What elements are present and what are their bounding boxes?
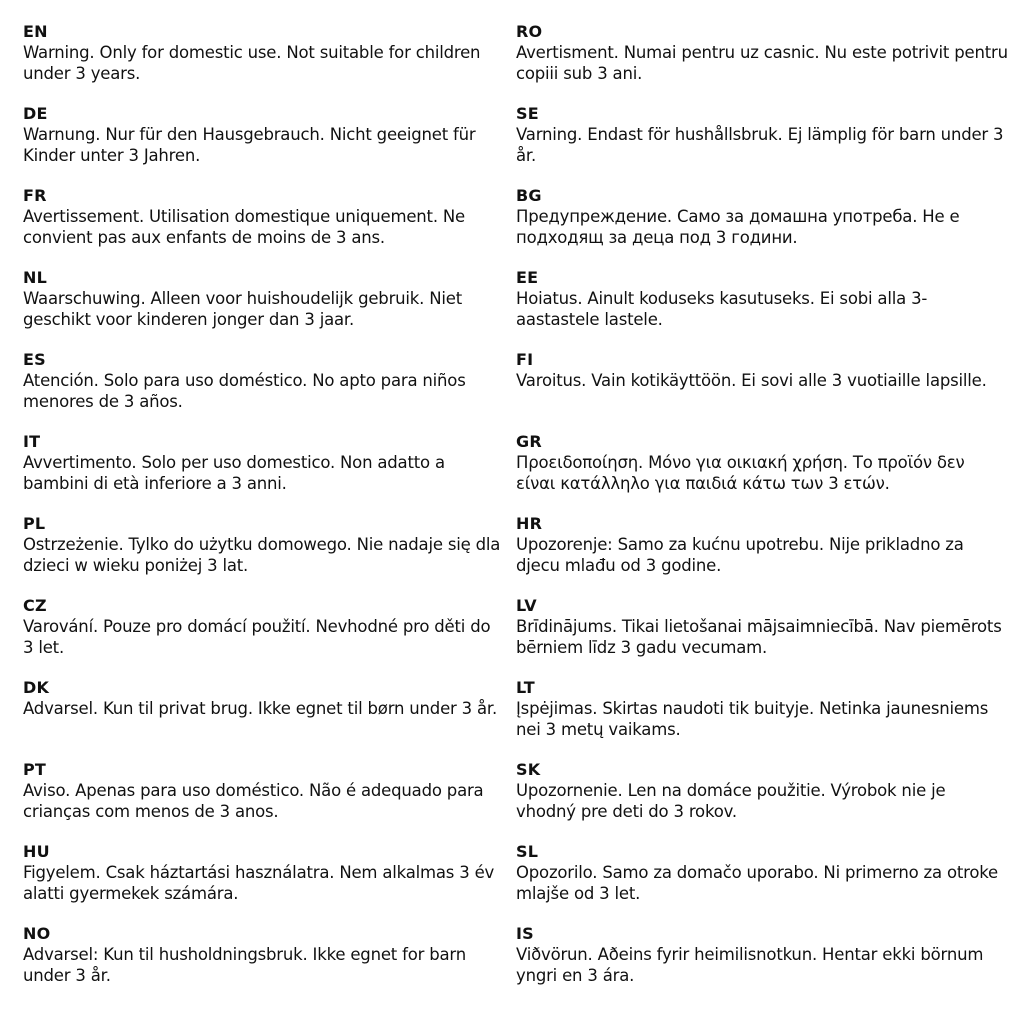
warning-text: Предупреждение. Само за домашна употреба. Не е подходящ за деца под 3 години. (516, 207, 960, 247)
warning-text: Upozornenie. Len na domáce použitie. Výrobok nie je vhodný pre deti do 3 rokov. (516, 781, 946, 821)
warning-text: Aviso. Apenas para uso doméstico. Não é adequado para crianças com menos de 3 anos. (23, 781, 484, 821)
warning-entry (23, 22, 503, 104)
language-code: IT (23, 432, 41, 451)
language-code: LT (516, 678, 535, 697)
language-code: PL (23, 514, 46, 533)
warning-text: Ostrzeżenie. Tylko do użytku domowego. Nie nadaje się dla dzieci w wieku poniżej 3 lat. (23, 535, 501, 575)
language-code: FI (516, 350, 534, 369)
language-code: NL (23, 268, 47, 287)
language-code: DK (23, 678, 50, 697)
language-code: PT (23, 760, 47, 779)
language-code: CZ (23, 596, 47, 615)
left-column (23, 22, 503, 1006)
language-code: EN (23, 22, 48, 41)
warning-entry (516, 22, 1008, 104)
language-code: EE (516, 268, 539, 287)
language-code: SL (516, 842, 539, 861)
warning-text: Upozorenje: Samo za kućnu upotrebu. Nije prikladno za djecu mlađu od 3 godine. (516, 535, 964, 575)
warning-entry (516, 186, 1008, 268)
warning-entry (23, 268, 503, 350)
language-code: BG (516, 186, 542, 205)
language-code: ES (23, 350, 46, 369)
warning-text: Opozorilo. Samo za domačo uporabo. Ni primerno za otroke mlajše od 3 let. (516, 863, 998, 903)
language-code: NO (23, 924, 51, 943)
warning-entry (516, 432, 1008, 514)
warning-entry (23, 760, 503, 842)
right-column (516, 22, 1008, 1006)
warning-text: Avvertimento. Solo per uso domestico. Non adatto a bambini di età inferiore a 3 anni. (23, 453, 445, 493)
warning-entry (23, 678, 503, 760)
warning-entry (23, 432, 503, 514)
warning-entry (23, 924, 503, 1006)
warning-entry (516, 924, 1008, 1006)
warning-entry (23, 186, 503, 268)
warning-entry (23, 350, 503, 432)
language-code: SK (516, 760, 541, 779)
warning-text: Advarsel: Kun til husholdningsbruk. Ikke egnet for barn under 3 år. (23, 945, 466, 985)
language-code: HU (23, 842, 50, 861)
warning-text: Varning. Endast för hushållsbruk. Ej lämplig för barn under 3 år. (516, 125, 1004, 165)
warning-entry (516, 350, 1008, 432)
language-code: DE (23, 104, 48, 123)
warning-text: Atención. Solo para uso doméstico. No apto para niños menores de 3 años. (23, 371, 466, 411)
warning-text: Avertisment. Numai pentru uz casnic. Nu este potrivit pentru copiii sub 3 ani. (516, 43, 1008, 83)
warning-text: Įspėjimas. Skirtas naudoti tik buityje. Netinka jaunesniems nei 3 metų vaikams. (516, 699, 989, 739)
warning-text: Hoiatus. Ainult koduseks kasutuseks. Ei sobi alla 3-aastastele lastele. (516, 289, 928, 329)
warning-text: Προειδοποίηση. Μόνο για οικιακή χρήση. Το προϊόν δεν είναι κατάλληλο για παιδιά κάτω των 3 ετών. (516, 453, 965, 493)
warning-entry (23, 596, 503, 678)
warning-entry (516, 678, 1008, 760)
language-code: FR (23, 186, 47, 205)
language-code: SE (516, 104, 539, 123)
warning-entry (23, 514, 503, 596)
language-code: IS (516, 924, 534, 943)
warning-text: Advarsel. Kun til privat brug. Ikke egnet til børn under 3 år. (23, 699, 498, 718)
warning-text: Figyelem. Csak háztartási használatra. Nem alkalmas 3 év alatti gyermekek számára. (23, 863, 495, 903)
warning-entry (516, 596, 1008, 678)
warning-text: Varování. Pouze pro domácí použití. Nevhodné pro děti do 3 let. (23, 617, 491, 657)
warning-entry (23, 842, 503, 924)
warning-text: Avertissement. Utilisation domestique uniquement. Ne convient pas aux enfants de moins de 3 ans. (23, 207, 466, 247)
warning-text: Viðvörun. Aðeins fyrir heimilisnotkun. Hentar ekki börnum yngri en 3 ára. (516, 945, 984, 985)
warning-entry (516, 104, 1008, 186)
warning-entry (516, 268, 1008, 350)
warning-text: Brīdinājums. Tikai lietošanai mājsaimniecībā. Nav piemērots bērniem līdz 3 gadu vecumam. (516, 617, 1002, 657)
language-code: RO (516, 22, 543, 41)
language-code: GR (516, 432, 542, 451)
warning-entry (516, 842, 1008, 924)
warning-entry (516, 514, 1008, 596)
language-code: HR (516, 514, 543, 533)
warning-text: Waarschuwing. Alleen voor huishoudelijk gebruik. Niet geschikt voor kinderen jonger dan 3 jaar. (23, 289, 462, 329)
warning-text: Warning. Only for domestic use. Not suitable for children under 3 years. (23, 43, 481, 83)
language-code: LV (516, 596, 537, 615)
warning-text: Varoitus. Vain kotikäyttöön. Ei sovi alle 3 vuotiaille lapsille. (516, 371, 987, 390)
warning-entry (23, 104, 503, 186)
warning-entry (516, 760, 1008, 842)
warning-text: Warnung. Nur für den Hausgebrauch. Nicht geeignet für Kinder unter 3 Jahren. (23, 125, 476, 165)
